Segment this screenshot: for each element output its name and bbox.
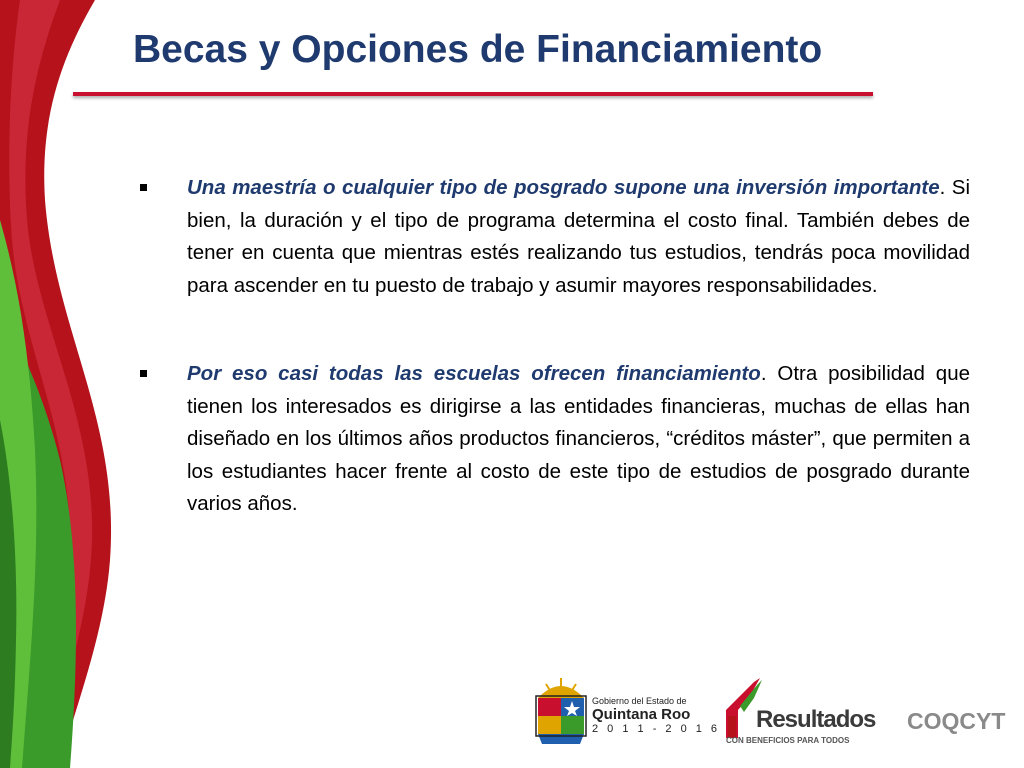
square-bullet-icon	[140, 184, 147, 191]
gov-logo-text	[592, 696, 720, 736]
gov-logo-line1: Gobierno del Estado de	[592, 696, 687, 706]
coqcyt-logo: COQCYT	[907, 708, 1006, 734]
bullet-item	[140, 358, 970, 521]
resultados-logo	[724, 676, 884, 748]
decorative-ribbon	[0, 0, 140, 768]
slide-title: Becas y Opciones de Financiamiento	[133, 28, 823, 71]
bullet-emphasis: Una maestría o cualquier tipo de posgrado supone una inversión importante	[187, 176, 940, 199]
resultados-wordmark: Resultados	[756, 706, 876, 733]
title-underline	[73, 92, 873, 96]
resultados-tagline: CON BENEFICIOS PARA TODOS	[726, 736, 850, 745]
bullet-text: . Otra posibilidad que tienen los interesados es dirigirse a las entidades financieras, muchas de ellas han diseñado en los últimos años productos financieros, “créditos máster”, que permiten a los estudiantes hacer frente al costo de este tipo de estudios de posgrado durante varios años.	[187, 362, 971, 515]
state-seal-icon	[534, 676, 588, 746]
gov-logo-line3: 2 0 1 1 - 2 0 1 6	[592, 723, 721, 735]
bullet-list	[140, 172, 970, 521]
square-bullet-icon	[140, 370, 147, 377]
bullet-emphasis: Por eso casi todas las escuelas ofrecen financiamiento	[187, 362, 761, 385]
bullet-text: . Si bien, la duración y el tipo de programa determina el costo final. También debes de tener en cuenta que mientras estés realizando tus estudios, tendrás poca movilidad para ascender en tu puesto de trabajo y asumir mayores responsabilidades.	[187, 176, 970, 297]
bullet-item	[140, 172, 970, 302]
gov-logo-line2: Quintana Roo	[592, 706, 691, 723]
gobierno-quintana-roo-logo	[534, 676, 721, 748]
